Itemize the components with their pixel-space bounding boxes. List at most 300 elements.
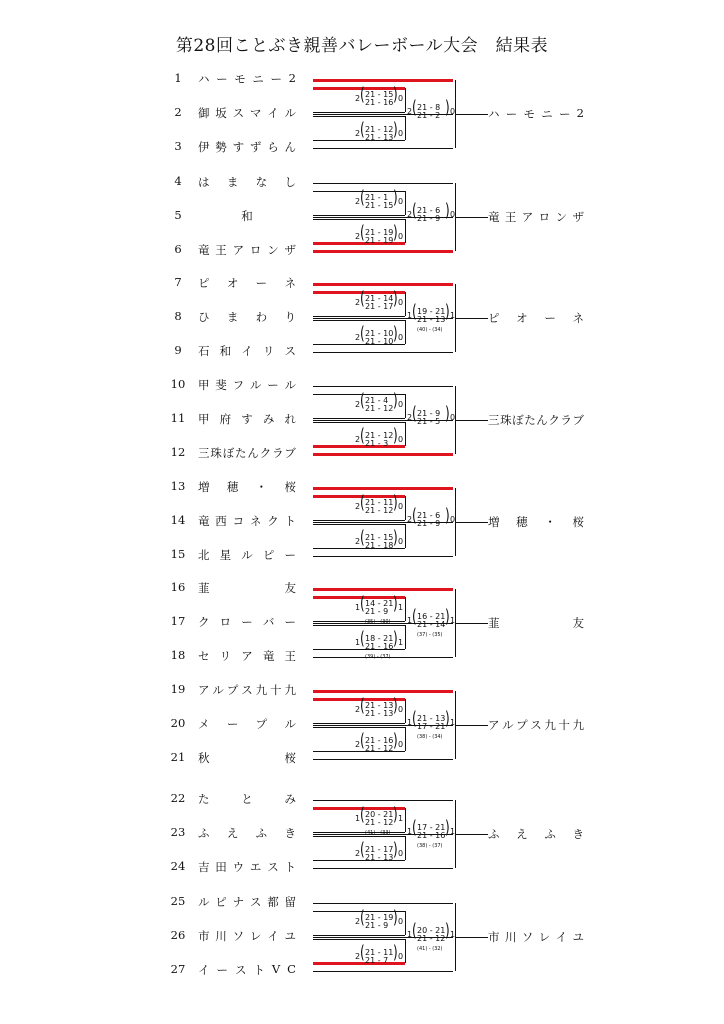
team-number: 27 [170,962,186,976]
bracket-paren: ) [393,186,398,208]
set-score: 21 - 3 [365,439,389,448]
team-line [313,79,453,82]
team-row [168,479,308,499]
score-right: 0 [398,232,404,241]
score-right: 0 [398,94,404,103]
set-score: 21 - 12 [365,431,394,440]
semifinal-line [313,727,405,728]
bracket-paren: ) [393,838,398,860]
point-total: (37) - (35) [417,632,443,638]
score-right: 0 [398,952,404,961]
score-left: 2 [407,413,413,422]
team-row [168,275,308,295]
team-number: 6 [174,242,182,256]
semifinal-line [313,445,405,448]
team-row [168,174,308,194]
bracket-paren: ( [360,491,365,513]
bracket-paren: ( [360,389,365,411]
team-number: 12 [170,445,186,459]
score-left: 2 [355,435,361,444]
set-score: 21 - 11 [365,498,394,507]
bracket-paren: ) [393,729,398,751]
bracket-paren: ) [393,287,398,309]
team-row [168,343,308,363]
team-number: 2 [174,105,182,119]
bracket-paren: ( [360,941,365,963]
set-score: 21 - 19 [365,913,394,922]
set-score: 18 - 21 [365,634,394,643]
semifinal-line [313,215,405,216]
set-score: 21 - 14 [365,294,394,303]
score-left: 1 [355,814,361,823]
semifinal-line [313,316,405,317]
team-line [313,971,453,972]
set-score: 21 - 12 [365,125,394,134]
semifinal-line [405,699,406,723]
team-name: 御 坂 ス マ イ ル [198,106,296,120]
score-right: 0 [450,210,456,219]
bracket-paren: ( [360,592,365,614]
set-score: 21 - 16 [365,642,394,651]
team-line [313,800,453,801]
group-winner: 竜 王 ア ロ ン ザ [488,210,584,224]
team-row [168,859,308,879]
score-right: 0 [398,129,404,138]
score-left: 2 [355,502,361,511]
set-score: 14 - 21 [365,599,394,608]
team-name: 増 穂 ・ 桜 [198,480,296,494]
team-row [168,513,308,533]
winner-line [455,114,488,115]
winner-line [455,725,488,726]
score-left: 2 [355,129,361,138]
team-line [313,690,453,693]
team-number: 23 [170,825,186,839]
set-score: 21 - 11 [365,948,394,957]
bracket-paren: ( [360,424,365,446]
bracket-paren: ) [393,803,398,825]
team-name: 竜 王 ア ロ ン ザ [198,243,296,257]
bracket-paren: ( [412,402,417,424]
score-left: 2 [355,740,361,749]
score-right: 0 [398,740,404,749]
semifinal-line [313,112,405,113]
score-right: 0 [398,400,404,409]
winner-line [455,834,488,835]
group-winner: 韮 友 [488,616,584,630]
bracket-paren: ( [360,906,365,928]
score-left: 1 [355,638,361,647]
semifinal-line [405,625,406,649]
set-score: 21 - 13 [417,315,446,324]
score-right: 0 [398,849,404,858]
bracket-paren: ) [445,402,450,424]
semifinal-line [313,832,405,833]
bracket-paren: ( [360,221,365,243]
score-right: 1 [398,638,404,647]
set-score: 21 - 6 [417,206,441,215]
team-row [168,580,308,600]
bracket-paren: ( [412,300,417,322]
set-score: 21 - 12 [365,404,394,413]
bracket-paren: ) [445,816,450,838]
group-winner: 増 穂 ・ 桜 [488,515,584,529]
set-score: 20 - 21 [417,926,446,935]
set-score: 21 - 5 [417,417,441,426]
set-score: 21 - 7 [365,956,389,965]
set-score: 21 - 9 [417,409,441,418]
semifinal-line [313,723,405,724]
bracket-paren: ) [393,592,398,614]
team-name: 和 [241,209,253,223]
bracket-paren: ) [445,707,450,729]
set-score: 21 - 2 [417,111,441,120]
bracket-paren: ( [412,816,417,838]
set-score: 21 - 13 [417,714,446,723]
set-score: 21 - 13 [365,709,394,718]
bracket-paren: ) [445,199,450,221]
winner-line [455,318,488,319]
score-left: 2 [355,197,361,206]
semifinal-line [405,911,406,935]
team-row [168,962,308,982]
team-row [168,716,308,736]
score-left: 2 [407,210,413,219]
team-line [313,453,453,456]
set-score: 21 - 12 [365,744,394,753]
team-number: 20 [170,716,186,730]
score-right: 0 [398,298,404,307]
semifinal-line [405,808,406,832]
team-name: 石 和 イ リ ス [198,344,296,358]
team-line [313,868,453,869]
team-line [313,283,453,286]
team-number: 14 [170,513,186,527]
team-number: 3 [174,139,182,153]
set-score: 21 - 13 [365,133,394,142]
group-winner: ハ ー モ ニ ー 2 [488,106,584,121]
score-right: 0 [398,197,404,206]
team-name: ふ え ふ き [198,826,296,840]
team-name: 竜 西 コ ネ ク ト [198,514,296,528]
point-total: (40) - (34) [417,327,443,333]
team-line [313,352,453,353]
semifinal-line [313,418,405,419]
semifinal-line [405,116,406,140]
group-winner: 三 珠 ぼ た ん ク ラ ブ [488,413,584,427]
team-number: 26 [170,928,186,942]
bracket-paren: ( [412,96,417,118]
bracket-paren: ) [393,941,398,963]
semifinal-line [313,836,405,837]
semifinal-line [405,496,406,520]
score-right: 0 [398,537,404,546]
set-score: 21 - 18 [365,541,394,550]
set-score: 21 - 16 [365,736,394,745]
score-left: 2 [355,952,361,961]
team-name: 市 川 ソ レ イ ユ [198,929,296,943]
set-score: 21 - 13 [365,853,394,862]
point-total: (41) - (33) [365,830,391,836]
bracket-paren: ( [412,707,417,729]
semifinal-line [313,191,405,192]
semifinal-line [313,621,405,622]
set-score: 21 - 19 [365,236,394,245]
semifinal-line [405,597,406,621]
set-score: 21 - 15 [365,90,394,99]
set-score: 17 - 21 [417,722,446,731]
bracket-paren: ( [412,605,417,627]
group-winner: 市 川 ソ レ イ ユ [488,930,584,944]
team-line [313,903,453,904]
semifinal-line [405,320,406,344]
semifinal-line [313,962,405,965]
team-number: 18 [170,648,186,662]
semifinal-line [313,219,405,220]
bracket-paren: ) [393,389,398,411]
team-name: ク ロ ー バ ー [198,615,296,629]
team-name: セ リ ア 竜 王 [198,649,296,663]
score-right: 1 [450,311,456,320]
team-number: 8 [174,309,182,323]
bracket-paren: ( [360,287,365,309]
set-score: 21 - 14 [417,620,446,629]
group-winner: ピ オ ー ネ [488,311,584,325]
team-line [313,386,453,387]
team-name: ひ ま わ り [198,310,296,324]
page-title: 第28回ことぶき親善バレーボール大会 結果表 [175,36,549,56]
team-line [313,183,453,184]
bracket-paren: ) [393,627,398,649]
team-row [168,445,308,465]
semifinal-line [405,939,406,963]
team-number: 4 [174,174,182,188]
score-right: 1 [398,814,404,823]
team-number: 7 [174,275,182,289]
bracket-paren: ( [360,838,365,860]
semifinal-line [313,520,405,521]
set-score: 21 - 16 [365,98,394,107]
bracket-paren: ) [393,526,398,548]
set-score: 21 - 8 [417,103,441,112]
bracket-paren: ( [360,118,365,140]
team-line [313,759,453,760]
team-name: 甲 斐 フ ル ー ル [198,378,296,392]
point-total: (35) - (30) [365,619,391,625]
team-number: 10 [170,377,186,391]
score-right: 0 [398,917,404,926]
team-name: 韮 友 [198,581,296,595]
winner-line [455,937,488,938]
team-row [168,71,308,91]
score-left: 1 [355,603,361,612]
team-row [168,648,308,668]
team-row [168,208,308,228]
semifinal-line [405,88,406,112]
semifinal-line [313,911,405,912]
semifinal-line [313,320,405,321]
winner-line [455,623,488,624]
score-left: 2 [407,107,413,116]
set-score: 21 - 12 [365,506,394,515]
team-row [168,377,308,397]
team-row [168,411,308,431]
score-left: 2 [355,298,361,307]
set-score: 21 - 6 [417,511,441,520]
score-left: 2 [355,333,361,342]
semifinal-line [313,116,405,117]
team-row [168,547,308,567]
team-row [168,894,308,914]
group-winner: ふ え ふ き [488,827,584,841]
bracket-paren: ) [445,605,450,627]
set-score: 21 - 9 [417,519,441,528]
team-name: 甲 府 す み れ [198,412,296,426]
bracket-paren: ) [393,424,398,446]
bracket-paren: ( [360,526,365,548]
team-number: 25 [170,894,186,908]
score-left: 1 [407,827,413,836]
set-score: 21 - 9 [365,607,389,616]
score-right: 0 [398,333,404,342]
bracket-paren: ) [393,906,398,928]
team-row [168,928,308,948]
team-number: 9 [174,343,182,357]
semifinal-line [405,836,406,860]
team-name: ピ オ ー ネ [198,276,296,290]
bracket-paren: ( [360,694,365,716]
team-number: 24 [170,859,186,873]
score-right: 1 [398,603,404,612]
score-left: 1 [407,930,413,939]
semifinal-line [405,727,406,751]
semifinal-line [313,394,405,395]
team-row [168,309,308,329]
semifinal-line [313,524,405,525]
bracket-paren: ( [360,322,365,344]
team-number: 21 [170,750,186,764]
team-name: た と み [198,792,296,806]
set-score: 21 - 10 [365,337,394,346]
bracket-paren: ( [412,504,417,526]
set-score: 21 - 9 [365,921,389,930]
team-line [313,487,453,490]
set-score: 21 - 1 [365,193,389,202]
team-row [168,242,308,262]
score-left: 2 [355,537,361,546]
team-row [168,791,308,811]
score-right: 1 [450,930,456,939]
semifinal-line [405,524,406,548]
team-row [168,614,308,634]
team-row [168,139,308,159]
score-left: 2 [355,400,361,409]
point-total: (39) - (37) [365,654,391,660]
team-name: イ ー ス ト V C [198,962,296,977]
set-score: 21 - 4 [365,396,389,405]
bracket-paren: ( [412,199,417,221]
semifinal-line [405,394,406,418]
winner-line [455,522,488,523]
set-score: 21 - 9 [417,214,441,223]
set-score: 21 - 15 [365,533,394,542]
set-score: 21 - 15 [365,201,394,210]
semifinal-line [405,422,406,446]
set-score: 21 - 12 [417,934,446,943]
team-name: 三 珠 ぼ た ん ク ラ ブ [198,446,296,460]
score-right: 1 [450,616,456,625]
team-row [168,105,308,125]
semifinal-line [405,191,406,215]
score-left: 1 [407,311,413,320]
score-right: 0 [398,435,404,444]
score-left: 1 [407,616,413,625]
point-total: (41) - (32) [417,946,443,952]
winner-line [455,217,488,218]
score-right: 0 [398,705,404,714]
score-right: 0 [450,107,456,116]
semifinal-line [405,292,406,316]
set-score: 16 - 21 [417,612,446,621]
set-score: 21 - 19 [365,228,394,237]
semifinal-line [405,219,406,243]
set-score: 19 - 21 [417,307,446,316]
score-left: 2 [355,232,361,241]
bracket-paren: ) [445,919,450,941]
team-line [313,250,453,253]
score-right: 0 [450,413,456,422]
team-line [313,148,453,149]
bracket-paren: ( [360,627,365,649]
bracket-paren: ) [445,96,450,118]
team-line [313,588,453,591]
score-left: 2 [407,515,413,524]
team-row [168,682,308,702]
point-total: (38) - (37) [417,843,443,849]
bracket-paren: ( [360,83,365,105]
bracket-paren: ( [412,919,417,941]
team-name: 北 星 ル ピ ー [198,548,296,562]
team-name: ハ ー モ ニ ー 2 [198,71,296,86]
bracket-paren: ) [445,504,450,526]
team-number: 5 [174,208,182,222]
set-score: 21 - 17 [365,302,394,311]
team-name: は ま な し [198,175,296,189]
bracket-paren: ) [393,118,398,140]
team-number: 17 [170,614,186,628]
bracket-paren: ) [393,83,398,105]
set-score: 21 - 10 [365,329,394,338]
bracket-paren: ) [445,300,450,322]
score-left: 2 [355,705,361,714]
score-left: 2 [355,94,361,103]
set-score: 21 - 17 [365,845,394,854]
semifinal-line [313,935,405,936]
bracket-paren: ) [393,694,398,716]
score-right: 0 [398,502,404,511]
team-name: メ ー プ ル [198,717,296,731]
team-name: ア ル プ ス 九 十 九 [198,683,296,697]
winner-line [455,420,488,421]
score-left: 2 [355,849,361,858]
team-number: 13 [170,479,186,493]
team-number: 16 [170,580,186,594]
set-score: 21 - 12 [365,818,394,827]
bracket-paren: ( [360,729,365,751]
team-number: 1 [174,71,182,85]
score-right: 0 [450,515,456,524]
set-score: 21 - 16 [417,831,446,840]
